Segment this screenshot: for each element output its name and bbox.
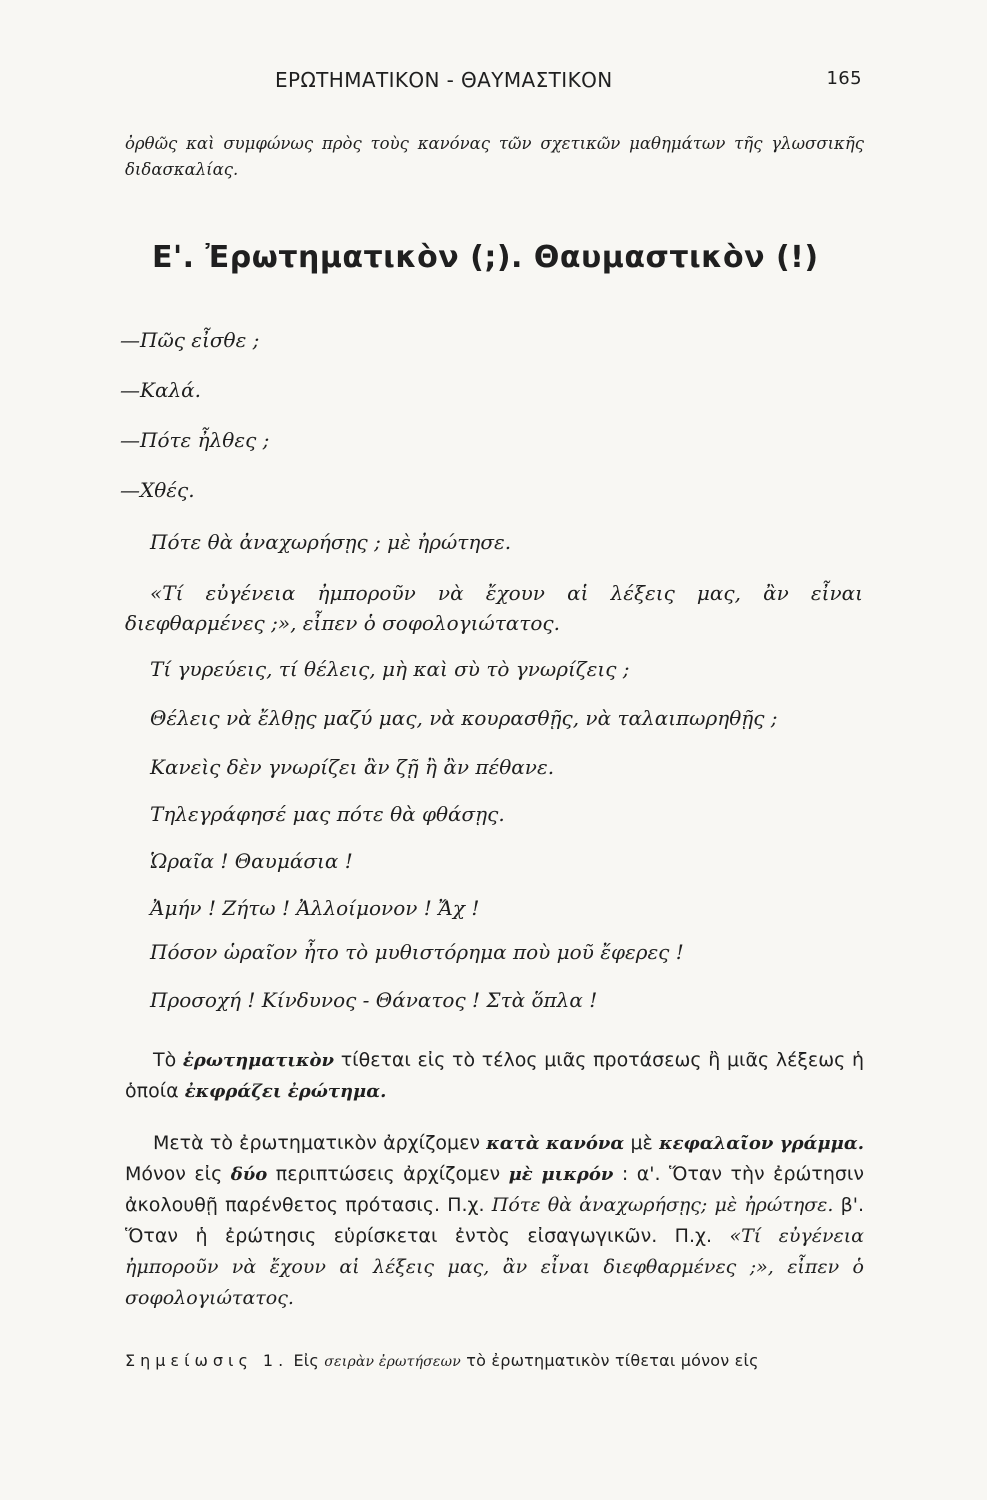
- example-line: Ἀμήν ! Ζήτω ! Ἀλλοίμονον ! Ἄχ !: [150, 896, 480, 920]
- italic-example: «Τί εὐγένεια ἠμποροῦν νὰ ἔχουν αἱ λέξεις μας, ἂν εἶναι διεφθαρμένες ;», εἶπεν ὁ σοφολογιώτατος.: [125, 1224, 864, 1309]
- bold-term: μὲ μικρόν: [508, 1163, 614, 1185]
- paragraph-text: περιπτώσεις ἀρχίζομεν: [267, 1162, 509, 1185]
- paragraph-text: Τὸ: [153, 1049, 183, 1071]
- example-line: Πόσον ὡραῖον ἦτο τὸ μυθιστόρημα ποὺ μοῦ ἔφερες !: [150, 940, 684, 964]
- paragraph-text: : α'. Ὅταν τὴν ἐρώτησιν ἀκολουθῇ παρένθετος πρότασις. Π.χ.: [125, 1162, 864, 1216]
- example-line: Κανεὶς δὲν γνωρίζει ἂν ζῇ ἢ ἂν πέθανε.: [150, 755, 555, 779]
- bold-term: ἐρωτηματικὸν: [182, 1050, 335, 1071]
- example-line: Πότε θὰ ἀναχωρήσῃς ; μὲ ἠρώτησε.: [150, 530, 512, 554]
- paragraph-text: Μετὰ τὸ ἐρωτηματικὸν ἀρχίζομεν: [153, 1132, 487, 1154]
- rule-paragraph-text: [125, 1045, 864, 1107]
- capitalization-paragraph: [125, 1128, 864, 1314]
- footnote-label: Σημείωσις 1.: [125, 1351, 289, 1370]
- dialogue-line: —Χθές.: [120, 478, 195, 502]
- section-title: Ε'. Ἐρωτηματικὸν (;). Θαυμαστικὸν (!): [152, 240, 819, 275]
- chapter-heading: ΕΡΩΤΗΜΑΤΙΚΟΝ - ΘΑΥΜΑΣΤΙΚΟΝ: [275, 68, 613, 92]
- footnote-text: Εἰς: [288, 1351, 325, 1370]
- example-line: Τηλεγράφησέ μας πότε θὰ φθάσῃς.: [150, 802, 505, 826]
- dialogue-line: —Πῶς εἶσθε ;: [120, 328, 260, 352]
- intro-text: ὀρθῶς καὶ συμφώνως πρὸς τοὺς κανόνας τῶν σχετικῶν μαθημάτων τῆς γλωσσικῆς διδασκαλίας.: [125, 134, 864, 179]
- bold-term: κεφαλαῖον γράμμα.: [659, 1133, 864, 1154]
- example-line: Ὡραῖα ! Θαυμάσια !: [150, 849, 353, 873]
- dialogue-line: —Καλά.: [120, 378, 201, 402]
- footnote-text: τὸ ἐρωτηματικὸν τίθεται μόνον εἰς: [460, 1351, 759, 1370]
- paragraph-text: τίθεται εἰς τὸ τέλος μιᾶς προτάσεως ἢ μιᾶς λέξεως ἡ ὁποία: [125, 1049, 864, 1102]
- paragraph-text: Μόνον εἰς: [125, 1162, 231, 1185]
- footnote-italic-text: σειρὰν ἐρωτήσεων: [324, 1354, 461, 1370]
- example-line: «Τί εὐγένεια ἠμποροῦν νὰ ἔχουν αἱ λέξεις μας, ἂν εἶναι διεφθαρμένες ;», εἶπεν ὁ σοφολογιώτατος.: [125, 581, 863, 635]
- bold-term: δύο: [230, 1163, 268, 1185]
- bold-term: κατὰ κανόνα: [486, 1133, 625, 1154]
- rule-paragraph: [125, 1045, 864, 1107]
- bold-term: ἐκφράζει ἐρώτημα.: [184, 1080, 387, 1102]
- dialogue-line: —Πότε ἦλθες ;: [120, 428, 270, 452]
- example-line: Προσοχή ! Κίνδυνος - Θάνατος ! Στὰ ὅπλα !: [150, 988, 598, 1012]
- capitalization-paragraph-text: [125, 1128, 864, 1314]
- footnote: [125, 1351, 864, 1370]
- example-line: Θέλεις νὰ ἔλθῃς μαζύ μας, νὰ κουρασθῇς, νὰ ταλαιπωρηθῇς ;: [150, 706, 778, 730]
- running-header: [125, 68, 862, 98]
- example-line: Τί γυρεύεις, τί θέλεις, μὴ καὶ σὺ τὸ γνωρίζεις ;: [150, 657, 630, 681]
- paragraph-text: β'. Ὅταν ἡ ἐρώτησις εὑρίσκεται ἐντὸς εἰσαγωγικῶν. Π.χ.: [125, 1193, 864, 1247]
- page-number: 165: [826, 68, 862, 89]
- italic-example: Πότε θὰ ἀναχωρήσῃς; μὲ ἠρώτησε.: [491, 1193, 834, 1216]
- paragraph-text: μὲ: [624, 1132, 660, 1154]
